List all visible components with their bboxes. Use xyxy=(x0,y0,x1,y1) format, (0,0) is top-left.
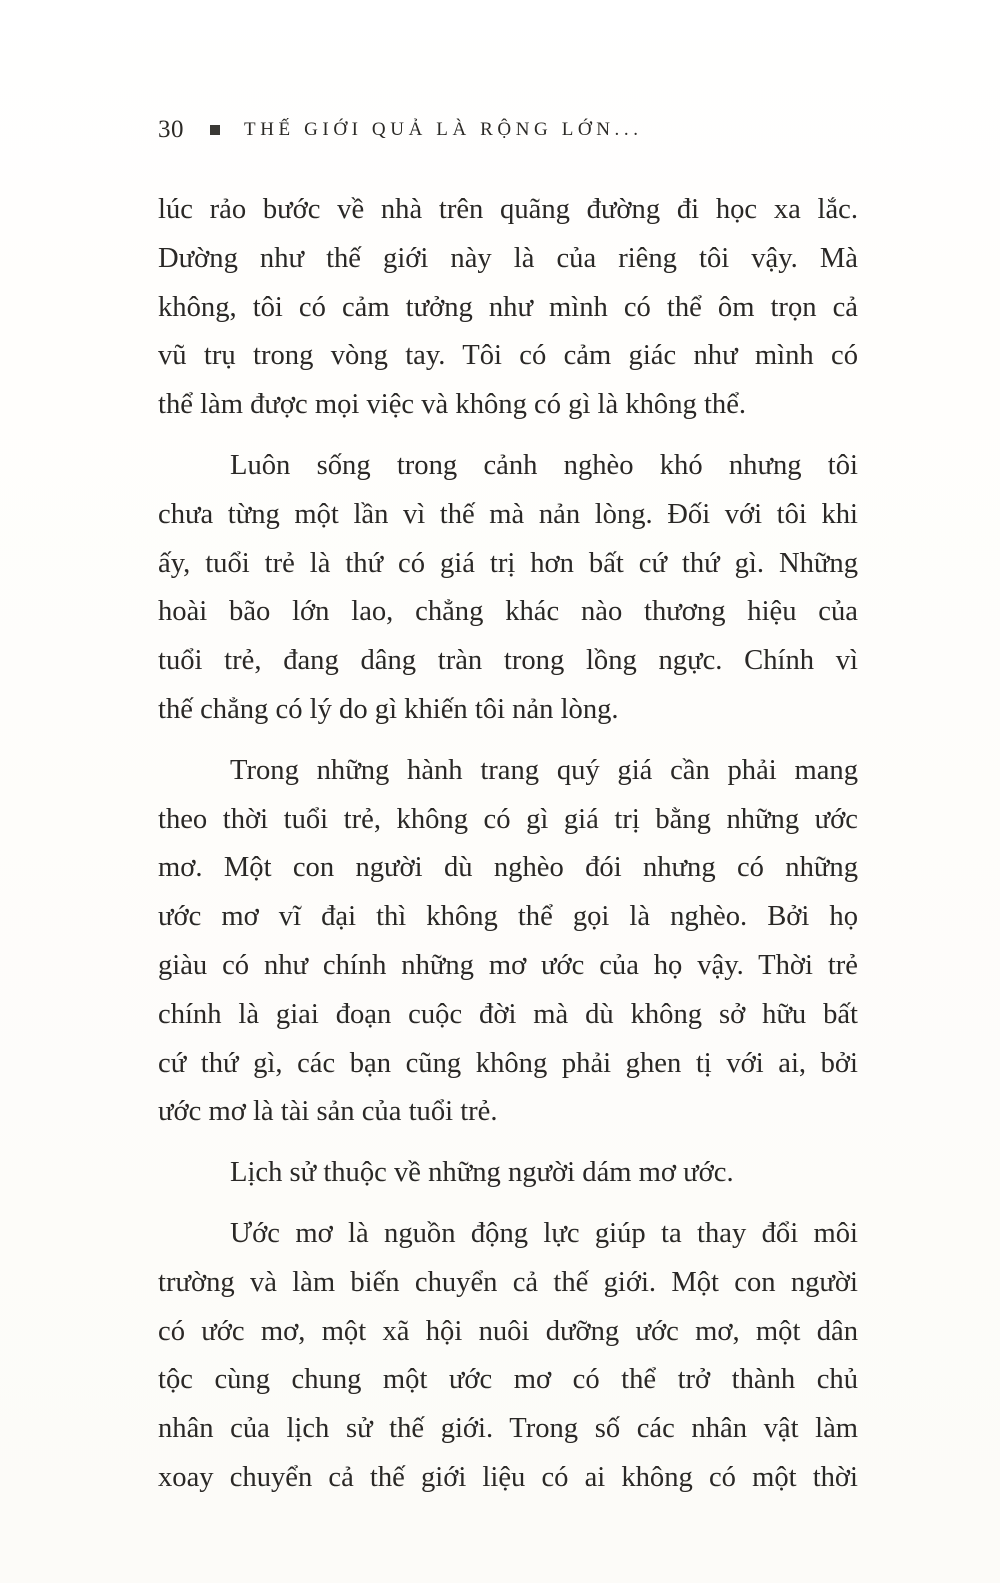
paragraph-5 xyxy=(158,1210,858,1503)
text-line: Trong những hành trang quý giá cần phải mang xyxy=(230,754,858,786)
text-line: ước mơ là tài sản của tuổi trẻ. xyxy=(158,1096,498,1128)
text-line: Lịch sử thuộc về những người dám mơ ước. xyxy=(230,1157,734,1189)
text-line: ấy, tuổi trẻ là thứ có giá trị hơn bất cứ thứ gì. Những xyxy=(158,547,858,579)
text-line: tuổi trẻ, đang dâng tràn trong lồng ngực. Chính vì xyxy=(158,645,858,677)
text-line: vũ trụ trong vòng tay. Tôi có cảm giác như mình có xyxy=(158,340,858,372)
text-line: trường và làm biến chuyển cả thế giới. Một con người xyxy=(158,1266,858,1298)
paragraph-2 xyxy=(158,442,858,735)
paragraph-1 xyxy=(158,186,858,430)
text-line: xoay chuyển cả thế giới liệu có ai không có một thời xyxy=(158,1461,858,1493)
page-number: 30 xyxy=(158,116,184,143)
chapter-title: THẾ GIỚI QUẢ LÀ RỘNG LỚN... xyxy=(244,119,643,140)
square-bullet-icon xyxy=(210,125,220,135)
text-line: thể làm được mọi việc và không có gì là không thể. xyxy=(158,389,747,421)
text-line: có ước mơ, một xã hội nuôi dưỡng ước mơ, một dân xyxy=(158,1315,858,1347)
text-line: giàu có như chính những mơ ước của họ vậy. Thời trẻ xyxy=(158,949,858,981)
text-line: mơ. Một con người dù nghèo đói nhưng có những xyxy=(158,852,858,884)
text-line: lúc rảo bước về nhà trên quãng đường đi học xa lắc. xyxy=(158,194,858,225)
text-line: Dường như thế giới này là của riêng tôi vậy. Mà xyxy=(158,242,858,274)
paragraph-4 xyxy=(158,1149,858,1198)
text-line: không, tôi có cảm tưởng như mình có thể ôm trọn cả xyxy=(158,291,858,323)
text-line: cứ thứ gì, các bạn cũng không phải ghen tị với ai, bởi xyxy=(158,1047,858,1079)
text-line: Ước mơ là nguồn động lực giúp ta thay đổi môi xyxy=(230,1217,858,1249)
text-line: thế chẳng có lý do gì khiến tôi nản lòng. xyxy=(158,693,619,725)
text-line: hoài bão lớn lao, chẳng khác nào thương hiệu của xyxy=(158,596,858,628)
text-line: nhân của lịch sử thế giới. Trong số các nhân vật làm xyxy=(158,1413,858,1445)
running-head xyxy=(158,112,643,148)
text-line: theo thời tuổi trẻ, không có gì giá trị bằng những ước xyxy=(158,803,858,835)
text-line: tộc cùng chung một ước mơ có thể trở thành chủ xyxy=(158,1364,858,1396)
text-line: chưa từng một lần vì thế mà nản lòng. Đối với tôi khi xyxy=(158,498,858,530)
paragraph-3 xyxy=(158,747,858,1137)
text-line: ước mơ vĩ đại thì không thể gọi là nghèo. Bởi họ xyxy=(158,901,858,933)
body-text xyxy=(158,186,858,1503)
text-line: Luôn sống trong cảnh nghèo khó nhưng tôi xyxy=(230,449,858,481)
text-line: chính là giai đoạn cuộc đời mà dù không sở hữu bất xyxy=(158,998,858,1030)
